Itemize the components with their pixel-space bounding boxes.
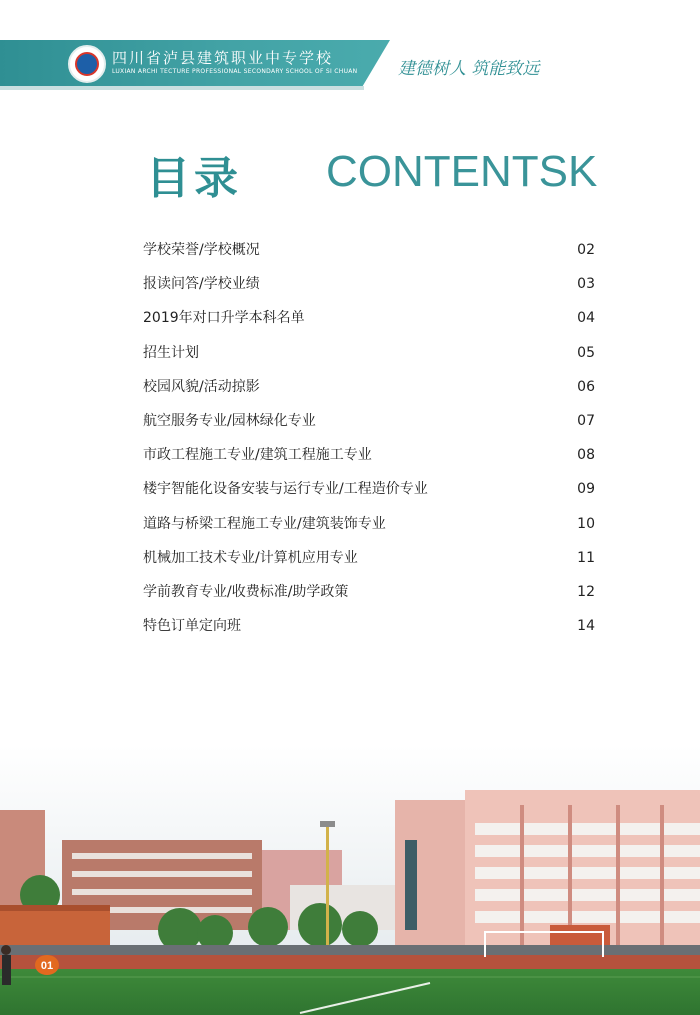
toc-item[interactable] [143,546,595,580]
toc-item[interactable] [143,512,595,546]
page-number: 01 [40,960,54,972]
school-name-cn: 四川省泸县建筑职业中专学校 [112,49,334,67]
toc-item-label: 2019年对口升学本科名单 [143,310,305,327]
toc-item-label: 招生计划 [143,344,199,361]
toc-item[interactable] [143,341,595,375]
toc-item-label: 学校荣誉/学校概况 [143,242,260,258]
toc-item-page: 07 [577,412,595,429]
toc-item-page: 03 [577,276,595,293]
toc-item-page: 05 [577,344,595,361]
toc-item[interactable] [143,443,595,477]
toc-item-label: 机械加工技术专业/计算机应用专业 [143,549,358,566]
campus-photo [0,745,700,1015]
toc-item-page: 08 [577,447,595,464]
page-title-cn: 目录 [146,153,242,204]
page-number-badge [34,954,60,976]
toc-item[interactable] [143,614,595,648]
toc-item-page: 10 [577,515,595,532]
toc-item-page: 04 [577,310,595,327]
page-title-en: CONTENTSK [326,147,598,196]
toc-item-label: 校园风貌/活动掠影 [143,378,260,395]
school-logo-emblem [75,52,99,76]
toc-item[interactable] [143,238,595,272]
toc-item[interactable] [143,409,595,443]
toc-item-label: 市政工程施工专业/建筑工程施工专业 [143,447,372,464]
toc-item-page: 12 [577,583,595,600]
toc-item-label: 航空服务专业/园林绿化专业 [143,412,316,429]
toc-item-page: 06 [577,378,595,395]
toc-item[interactable] [143,580,595,614]
school-slogan: 建德树人 筑能致远 [398,59,540,79]
toc-item-page: 11 [577,549,595,566]
toc-item-label: 报读问答/学校业绩 [143,276,260,293]
campus-illustration [0,745,700,1015]
toc-item-label: 道路与桥梁工程施工专业/建筑装饰专业 [143,515,386,532]
header-banner-shadow [0,86,364,90]
toc-item-label: 特色订单定向班 [143,618,241,635]
toc-item-label: 学前教育专业/收费标准/助学政策 [143,583,349,600]
table-of-contents [143,238,595,648]
toc-item-page: 02 [577,242,595,258]
toc-item[interactable] [143,477,595,511]
school-name-en: LUXIAN ARCHI TECTURE PROFESSIONAL SECONDARY SCHOOL OF SI CHUAN [112,68,358,75]
toc-item[interactable] [143,272,595,306]
toc-item[interactable] [143,375,595,409]
toc-item-page: 09 [577,481,595,498]
school-logo-icon [68,45,106,83]
toc-item[interactable] [143,306,595,340]
toc-item-page: 14 [577,618,595,635]
toc-item-label: 楼宇智能化设备安装与运行专业/工程造价专业 [143,481,428,498]
